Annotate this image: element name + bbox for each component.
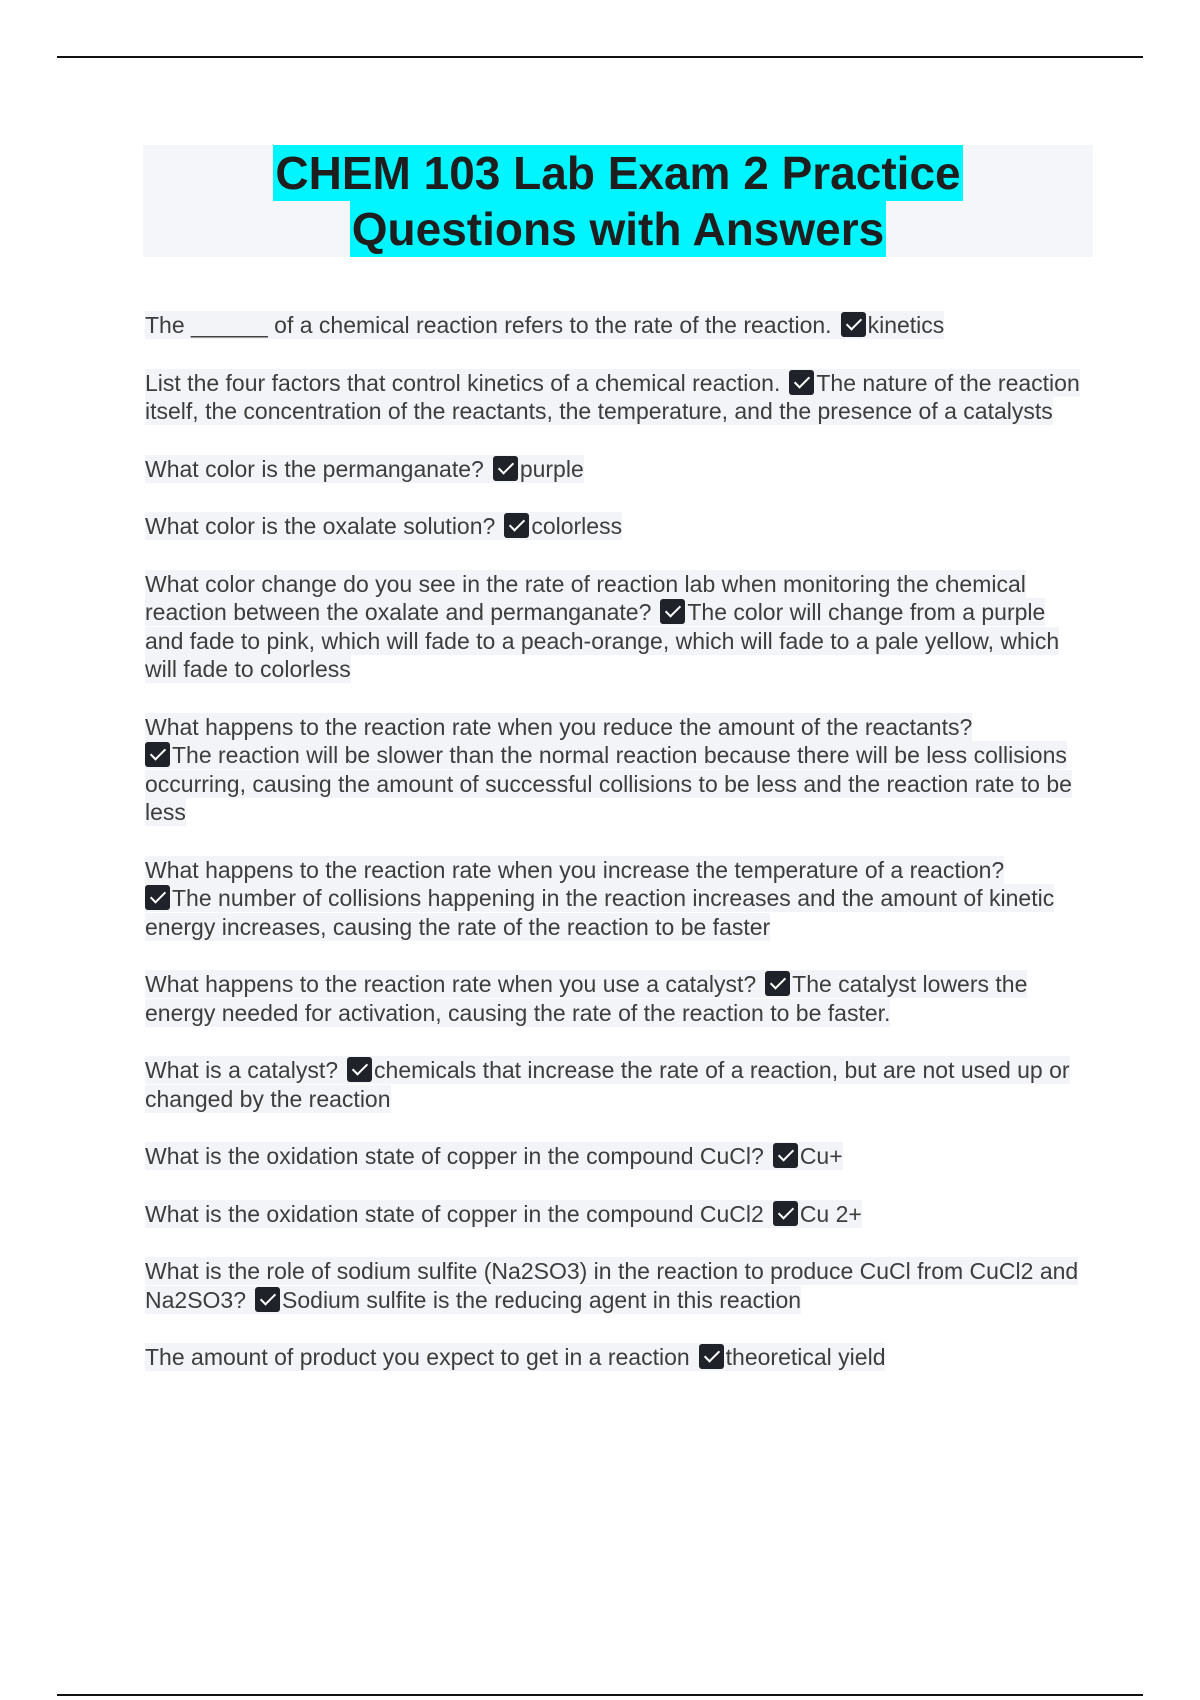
question-text: What is the oxidation state of copper in the compound CuCl2	[145, 1200, 764, 1227]
question-text: What happens to the reaction rate when you reduce the amount of the reactants?	[145, 713, 973, 740]
question-text: What color is the permanganate?	[145, 455, 484, 482]
qa-text	[145, 1200, 862, 1228]
question-text: What color is the oxalate solution?	[145, 513, 496, 539]
qa-item	[145, 1200, 1085, 1229]
question-text: The amount of product you expect to get in a reaction	[145, 1344, 690, 1370]
answer-text: Sodium sulfite is the reducing agent in this reaction	[282, 1286, 802, 1313]
qa-item	[145, 369, 1085, 426]
answer-text: The number of collisions happening in the reaction increases and the amount of kinetic energy increases, causing the rate of the reaction to be faster	[145, 885, 1055, 940]
answer-text: The color will change from a purple and fade to pink, which will fade to a peach-orange, which will fade to a pale yellow, which will fade to colorless	[145, 599, 1060, 682]
qa-list	[145, 311, 1085, 1401]
qa-text	[145, 1142, 843, 1170]
question-text: The ______ of a chemical reaction refers to the rate of the reaction.	[145, 312, 832, 338]
title-block	[143, 145, 1093, 257]
answer-text: purple	[519, 455, 584, 482]
qa-text	[145, 1056, 1070, 1113]
qa-item	[145, 455, 1085, 484]
qa-text	[145, 369, 1080, 426]
check-icon	[773, 1201, 798, 1226]
check-icon	[699, 1344, 724, 1369]
qa-text	[145, 311, 944, 339]
title-line-1: CHEM 103 Lab Exam 2 Practice	[275, 147, 961, 199]
qa-text	[145, 455, 584, 483]
answer-text: The catalyst lowers the energy needed for activation, causing the rate of the reaction to be faster.	[145, 971, 1028, 1026]
check-icon	[145, 742, 170, 767]
check-icon	[773, 1143, 798, 1168]
qa-item	[145, 1257, 1085, 1314]
check-icon	[145, 885, 170, 910]
qa-item	[145, 1142, 1085, 1171]
question-text: What is the oxidation state of copper in the compound CuCl?	[145, 1143, 764, 1169]
footer-rule	[57, 1694, 1143, 1696]
qa-item	[145, 970, 1085, 1027]
question-text: What color change do you see in the rate of reaction lab when monitoring the chemical reaction between the oxalate and permanganate?	[145, 570, 1026, 625]
qa-item	[145, 1056, 1085, 1113]
answer-text: The reaction will be slower than the normal reaction because there will be less collisions occurring, causing the amount of successful collisions to be less and the reaction rate to be less	[145, 742, 1072, 825]
check-icon	[789, 370, 814, 395]
question-text: What is the role of sodium sulfite (Na2SO3) in the reaction to produce CuCl from CuCl2 and Na2SO3?	[145, 1258, 1079, 1313]
qa-item	[145, 713, 1085, 827]
check-icon	[493, 456, 518, 481]
check-icon	[765, 971, 790, 996]
question-text: What happens to the reaction rate when you increase the temperature of a reaction?	[145, 856, 1005, 883]
answer-text: Cu 2+	[799, 1200, 862, 1227]
qa-item	[145, 856, 1085, 942]
qa-item	[145, 512, 1085, 541]
check-icon	[504, 513, 529, 538]
answer-text: theoretical yield	[725, 1344, 886, 1370]
qa-text	[145, 1257, 1078, 1314]
qa-text	[145, 570, 1059, 684]
qa-item	[145, 311, 1085, 340]
question-text: What is a catalyst?	[145, 1057, 339, 1083]
answer-text: Cu+	[799, 1143, 843, 1169]
answer-text: colorless	[531, 513, 623, 539]
qa-text	[145, 856, 1054, 941]
qa-text	[145, 713, 1072, 827]
qa-text	[145, 1343, 885, 1371]
answer-text: kinetics	[867, 312, 945, 338]
qa-item	[145, 1343, 1085, 1372]
answer-text: The nature of the reaction itself, the concentration of the reactants, the temperature, and the presence of a catalysts	[145, 369, 1080, 424]
check-icon	[841, 312, 866, 337]
qa-text	[145, 512, 622, 540]
title-line-2: Questions with Answers	[351, 203, 885, 255]
question-text: List the four factors that control kinetics of a chemical reaction.	[145, 369, 781, 396]
check-icon	[660, 599, 685, 624]
qa-item	[145, 570, 1085, 684]
qa-text	[145, 970, 1027, 1027]
answer-text: chemicals that increase the rate of a reaction, but are not used up or changed by the reaction	[145, 1057, 1070, 1112]
header-rule	[57, 56, 1143, 58]
check-icon	[255, 1287, 280, 1312]
question-text: What happens to the reaction rate when you use a catalyst?	[145, 971, 757, 997]
check-icon	[347, 1057, 372, 1082]
